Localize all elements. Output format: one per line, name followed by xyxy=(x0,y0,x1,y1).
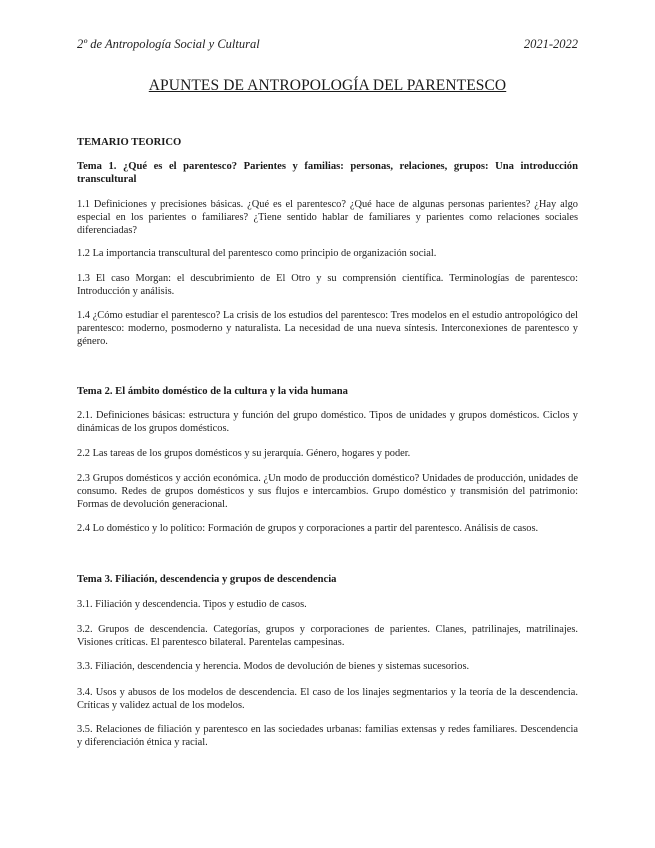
document-title: APUNTES DE ANTROPOLOGÍA DEL PARENTESCO xyxy=(148,77,507,94)
tema3-heading: Tema 3. Filiación, descendencia y grupos de descendencia xyxy=(77,574,337,585)
tema1-item-1: 1.1 Definiciones y precisiones básicas. ¿Qué es el parentesco? ¿Qué hace de algunas personas parientes? ¿Hay algo especial en los parientes o familiares? ¿Tiene sentido hablar de familiares y parientes como relaciones sociales diferenciadas? xyxy=(77,199,578,236)
tema1-heading: Tema 1. ¿Qué es el parentesco? Parientes y familias: personas, relaciones, grupos: Una introducción transcultural xyxy=(77,161,578,185)
tema3-item-1: 3.1. Filiación y descendencia. Tipos y estudio de casos. xyxy=(77,599,307,610)
tema1-item-3: 1.3 El caso Morgan: el descubrimiento de El Otro y su comprensión científica. Terminologías de parentesco: Introducción y análisis. xyxy=(77,273,578,297)
syllabus-label: TEMARIO TEORICO xyxy=(77,137,182,148)
header-year: 2021-2022 xyxy=(523,37,578,51)
tema3-item-3: 3.3. Filiación, descendencia y herencia. Modos de devolución de bienes y sistemas sucesorios. xyxy=(77,661,470,672)
tema2-item-3: 2.3 Grupos domésticos y acción económica. ¿Un modo de producción doméstico? Unidades de producción, unidades de consumo. Redes de grupos domésticos y sus flujos e intercambios. Grupo doméstico y transmisión del patrimonio: Formas de devolución generacional. xyxy=(77,473,578,510)
header-course: 2º de Antropología Social y Cultural xyxy=(77,37,260,51)
tema3-item-5: 3.5. Relaciones de filiación y parentesco en las sociedades urbanas: familias extensas y redes familiares. Descendencia y diferenciación étnica y racial. xyxy=(77,724,578,748)
tema2-item-1: 2.1. Definiciones básicas: estructura y función del grupo doméstico. Tipos de unidades y grupos domésticos. Ciclos y dinámicas de los grupos domésticos. xyxy=(77,410,578,434)
tema3-item-2: 3.2. Grupos de descendencia. Categorías, grupos y corporaciones de parientes. Clanes, patrilinajes, matrilinajes. Visiones críticas. El parentesco bilateral. Parentelas campesinas. xyxy=(77,624,578,648)
tema3-item-4: 3.4. Usos y abusos de los modelos de descendencia. El caso de los linajes segmentarios y la teoría de la descendencia. Críticas y validez actual de los modelos. xyxy=(77,687,578,711)
tema1-item-2: 1.2 La importancia transcultural del parentesco como principio de organización social. xyxy=(77,248,437,259)
tema2-item-4: 2.4 Lo doméstico y lo político: Formación de grupos y corporaciones a partir del parentesco. Análisis de casos. xyxy=(77,523,539,534)
tema2-item-2: 2.2 Las tareas de los grupos domésticos y su jerarquía. Género, hogares y poder. xyxy=(77,448,411,459)
tema2-heading: Tema 2. El ámbito doméstico de la cultura y la vida humana xyxy=(77,386,348,397)
tema1-item-4: 1.4 ¿Cómo estudiar el parentesco? La crisis de los estudios del parentesco: Tres modelos en el estudio antropológico del parentesco: moderno, posmoderno y naturalista. La necesidad de una nueva síntesis. Interconexiones de parentesco y género. xyxy=(77,310,578,347)
